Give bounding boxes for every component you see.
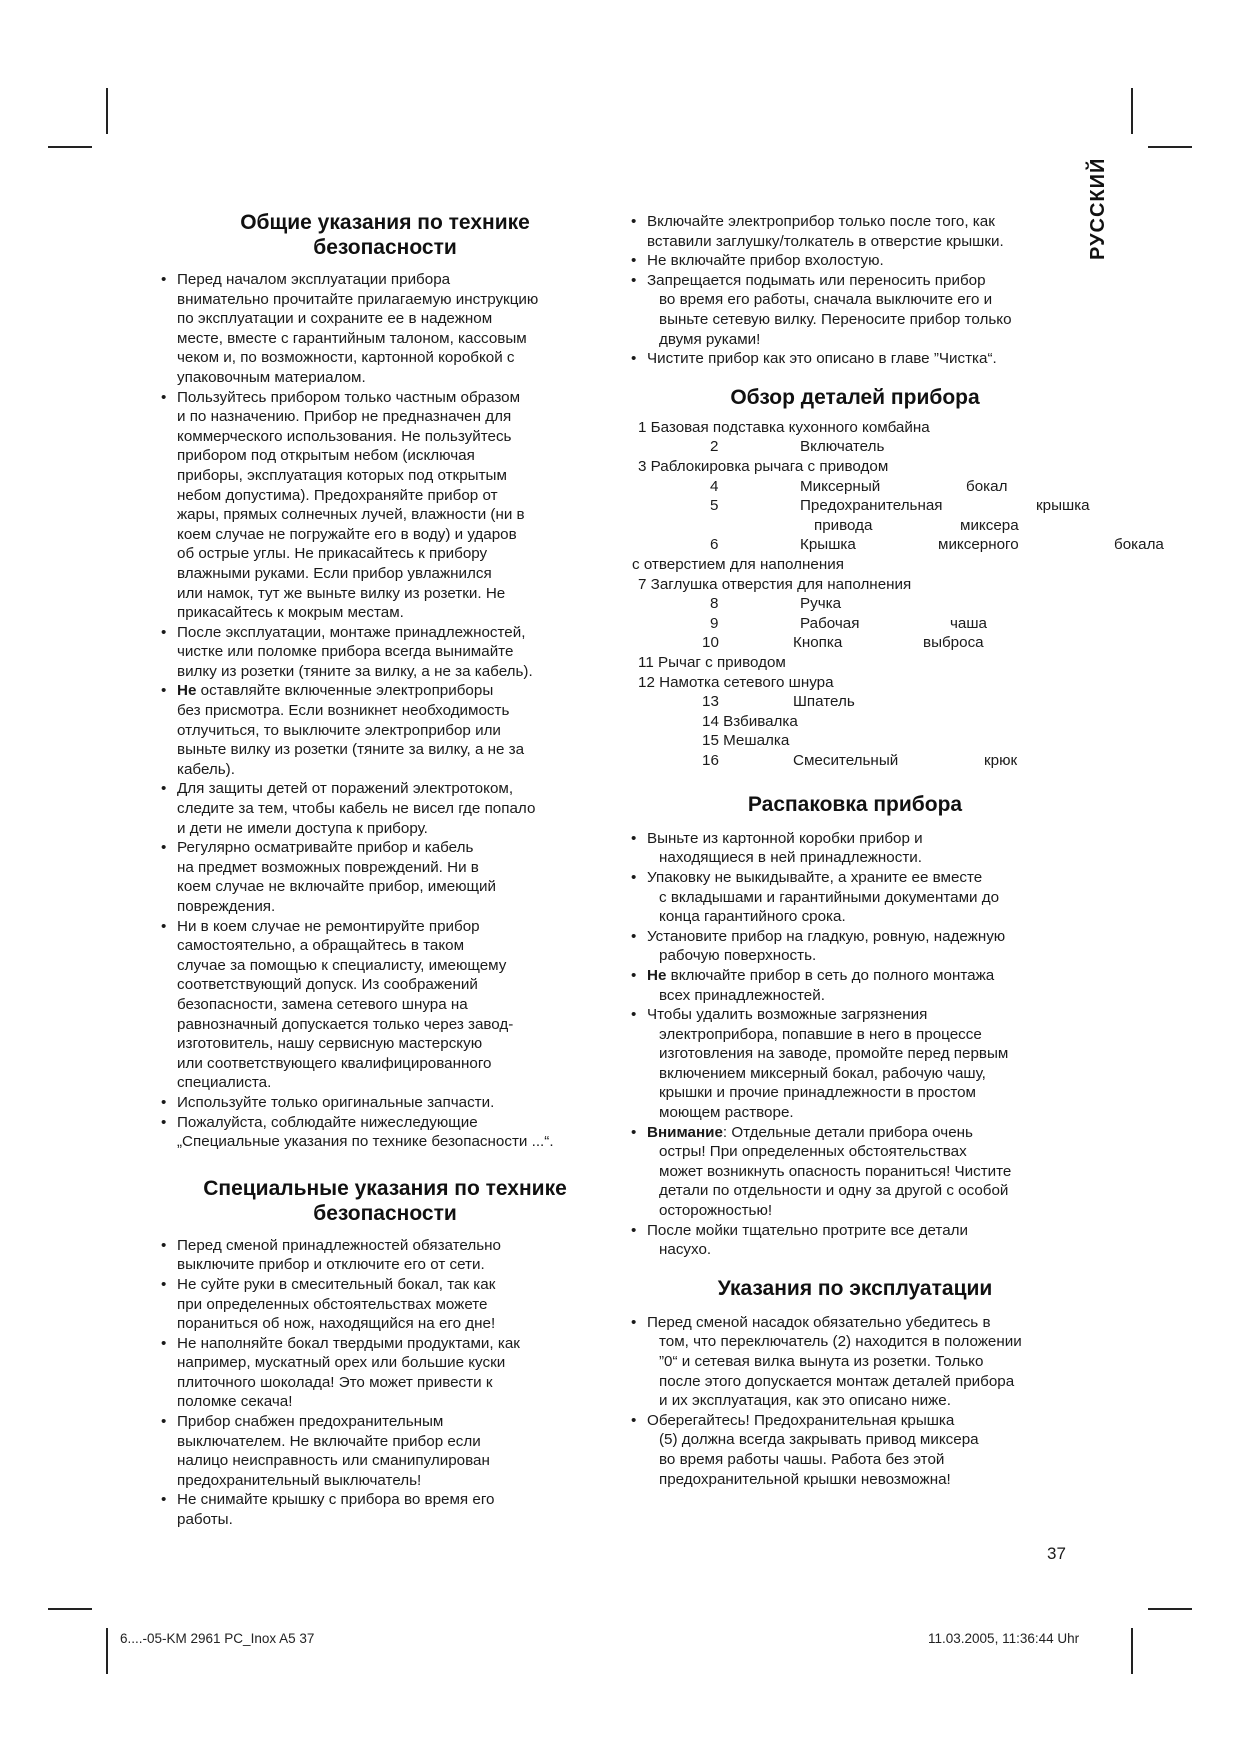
- page-number: 37: [1047, 1544, 1066, 1563]
- list-item: • Не наполняйте бокал твердыми продуктами, как например, мускатный орех или большие куски плиточного шоколада! Это может привести к поломке секача!: [160, 1334, 610, 1412]
- right-column: [630, 212, 1164, 1489]
- list-item: • Чтобы удалить возможные загрязнения электроприбора, попавшие в него в процессе изготовления на заводе, промойте перед первым включением миксерный бокал, рабочую чашу, крышки и прочие принадлежности в простом моющем растворе.: [630, 1005, 1080, 1123]
- part-5-name: привода: [814, 516, 873, 534]
- part-9-name: Рабочая: [800, 614, 860, 632]
- part-1: 1 Базовая подставка кухонного комбайна: [638, 418, 930, 436]
- general-safety-title: Общие указания по технике безопасности: [240, 211, 530, 259]
- crop-mark: [48, 146, 92, 148]
- part-11: 11 Рычаг с приводом: [638, 653, 786, 671]
- part-9-number: 9: [710, 614, 719, 632]
- list-item: • После мойки тщательно протрите все детали насухо.: [630, 1221, 1080, 1260]
- list-item: • Пожалуйста, соблюдайте нижеследующие „Специальные указания по технике безопасности ...“.: [160, 1113, 610, 1152]
- list-item: • Упаковку не выкидывайте, а храните ее вместе с вкладышами и гарантийными документами до конца гарантийного срока.: [630, 868, 1080, 927]
- part-6-name: бокала: [1114, 536, 1164, 554]
- part-5-name: крышка: [1036, 497, 1090, 515]
- list-item: • Установите прибор на гладкую, ровную, надежную рабочую поверхность.: [630, 927, 1080, 966]
- list-item: • Регулярно осматривайте прибор и кабель на предмет возможных повреждений. Ни в коем случае не включайте прибор, имеющий повреждения.: [160, 838, 610, 916]
- list-item: • Пользуйтесь прибором только частным образом и по назначению. Прибор не предназначен для коммерческого использования. Не пользуйтесь прибором под открытым небом (исключая приборы, эксплуатация которых под открытым небом допустима). Предохраняйте прибор от жары, прямых солнечных лучей, влажности (ни в коем случае не погружайте его в воду) и ударов об острые углы. Не прикасайтесь к прибору влажными руками. Если прибор увлажнился или намок, тут же выньте вилку из розетки. Не прикасайтесь к мокрым местам.: [160, 388, 610, 623]
- part-5-name: Предохранительная: [800, 497, 943, 515]
- crop-mark: [1148, 1608, 1192, 1610]
- part-5-number: 5: [710, 497, 719, 515]
- part-12: 12 Намотка сетевого шнура: [638, 673, 834, 691]
- special-safety-continued-list: [630, 212, 1080, 369]
- crop-mark: [106, 1628, 108, 1674]
- part-13-name: Шпатель: [793, 693, 855, 711]
- list-item: • Запрещается подымать или переносить прибор во время его работы, сначала выключите его и выньте сетевую вилку. Переносите прибор только двумя руками!: [630, 271, 1080, 349]
- part-16-number: 16: [702, 751, 719, 769]
- left-column: [160, 210, 610, 1530]
- crop-mark: [1148, 146, 1192, 148]
- list-item: • Не включайте прибор в сеть до полного монтажа всех принадлежностей.: [630, 966, 1080, 1005]
- part-10-name: выброса: [923, 634, 984, 652]
- list-item: • Не снимайте крышку с прибора во время его работы.: [160, 1490, 610, 1529]
- part-7: 7 Заглушка отверстия для наполнения: [638, 575, 912, 593]
- part-15: 15 Мешалка: [702, 732, 790, 750]
- list-item: • Прибор снабжен предохранительным выключателем. Не включайте прибор если налицо неисправность или сманипулирован предохранительный выключатель!: [160, 1412, 610, 1490]
- part-4-name: бокал: [966, 477, 1008, 495]
- operation-title: Указания по эксплуатации: [717, 1276, 993, 1300]
- footer-timestamp: 11.03.2005, 11:36:44 Uhr: [928, 1631, 1080, 1646]
- part-9-name: чаша: [950, 614, 987, 632]
- list-item: • Оберегайтесь! Предохранительная крышка (5) должна всегда закрывать привод миксера во время работы чашы. Работа без этой предохранительной крышки невозможна!: [630, 1411, 1080, 1489]
- list-item: • Перед сменой принадлежностей обязательно выключите прибор и отключите его от сети.: [160, 1236, 610, 1275]
- part-14: 14 Взбивалка: [702, 712, 798, 730]
- list-item: • Не суйте руки в смесительный бокал, так как при определенных обстоятельствах можете пораниться об нож, находящийся на его дне!: [160, 1275, 610, 1334]
- list-item: • Перед сменой насадок обязательно убедитесь в том, что переключатель (2) находится в положении ”0“ и сетевая вилка вынута из розетки. Только после этого допускается монтаж деталей прибора и их эксплуатация, как это описано ниже.: [630, 1313, 1080, 1411]
- part-5-name: миксера: [960, 516, 1019, 534]
- list-item: • Используйте только оригинальные запчасти.: [160, 1093, 610, 1113]
- part-8-number: 8: [710, 595, 719, 613]
- part-10-number: 10: [702, 634, 719, 652]
- crop-mark: [1131, 88, 1133, 134]
- list-item: • Внимание: Отдельные детали прибора очень остры! При определенных обстоятельствах может возникнуть опасность пораниться! Чистите детали по отдельности и одну за другой с особой осторожностью!: [630, 1123, 1080, 1221]
- part-3: 3 Раблокировка рычага с приводом: [638, 457, 889, 475]
- part-8-name: Ручка: [800, 595, 842, 613]
- list-item: • Выньте из картонной коробки прибор и находящиеся в ней принадлежности.: [630, 829, 1080, 868]
- parts-list: [632, 418, 1164, 780]
- part-16-name: Смесительный: [793, 751, 899, 769]
- part-6-name: с отверстием для наполнения: [632, 555, 844, 573]
- part-16-name: крюк: [984, 751, 1018, 769]
- list-item: • Включайте электроприбор только после того, как вставили заглушку/толкатель в отверстие крышки.: [630, 212, 1080, 251]
- part-6-number: 6: [710, 536, 719, 554]
- special-safety-list: [160, 1236, 610, 1530]
- unpacking-list: [630, 829, 1080, 1260]
- list-item: • Не включайте прибор вхолостую.: [630, 251, 1080, 271]
- part-6-name: миксерного: [938, 536, 1019, 554]
- crop-mark: [1131, 1628, 1133, 1674]
- unpacking-title: Распаковка прибора: [747, 792, 963, 816]
- part-2-number: 2: [710, 438, 719, 456]
- footer-file-info: 6....-05-KM 2961 PC_Inox A5 37: [120, 1631, 315, 1646]
- operation-list: [630, 1313, 1080, 1489]
- general-safety-list: [160, 270, 610, 1152]
- part-2-name: Включатель: [800, 438, 885, 456]
- list-item: • Ни в коем случае не ремонтируйте прибор самостоятельно, а обращайтесь в таком случае за помощью к специалисту, имеющему соответствующий допуск. Из соображений безопасности, замена сетевого шнура на равнозначный допускается только через завод- изготовитель, нашу сервисную мастерскую или соответствующего квалифицированного специалиста.: [160, 917, 610, 1093]
- list-item: • Чистите прибор как это описано в главе ”Чистка“.: [630, 349, 1080, 369]
- crop-mark: [48, 1608, 92, 1610]
- part-4-number: 4: [710, 477, 719, 495]
- list-item: • После эксплуатации, монтаже принадлежностей, чистке или поломке прибора всегда вынимайте вилку из розетки (тяните за вилку, а не за кабель).: [160, 623, 610, 682]
- special-safety-title: Специальные указания по технике безопасности: [203, 1176, 567, 1225]
- part-4-name: Миксерный: [800, 477, 881, 495]
- list-item: • Не оставляйте включенные электроприборы без присмотра. Если возникнет необходимость отлучиться, то выключите электроприбор или выньте вилку из розетки (тяните за вилку, а не за кабель).: [160, 681, 610, 779]
- language-tab: РУССКИЙ: [1087, 157, 1109, 260]
- list-item: • Перед началом эксплуатации прибора внимательно прочитайте прилагаемую инструкцию по эксплуатации и сохраните ее в надежном месте, вместе с гарантийным талоном, кассовым чеком и, по возможности, картонной коробкой с упаковочным материалом.: [160, 270, 610, 388]
- part-10-name: Кнопка: [793, 634, 843, 652]
- parts-overview-title: Обзор деталей прибора: [730, 385, 980, 409]
- part-13-number: 13: [702, 693, 719, 711]
- crop-mark: [106, 88, 108, 134]
- list-item: • Для защиты детей от поражений электротоком, следите за тем, чтобы кабель не висел где попало и дети не имели доступа к прибору.: [160, 779, 610, 838]
- part-6-name: Крышка: [800, 536, 856, 554]
